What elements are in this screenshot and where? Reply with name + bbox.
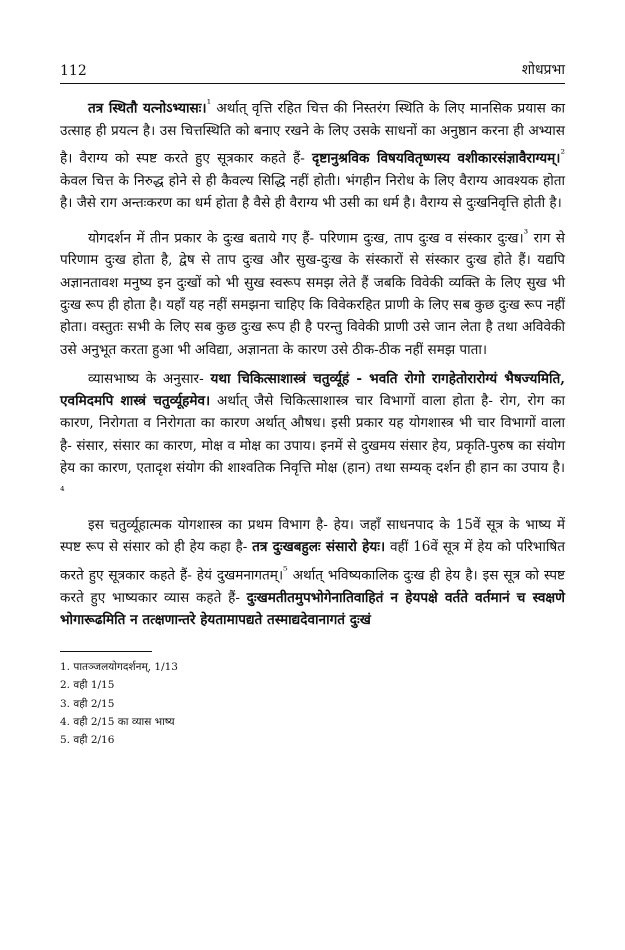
footnote-2: 2. वही 1/15: [60, 679, 115, 692]
paragraph-3: [60, 368, 565, 507]
text-run: वहीं 16वें सूत्र में हेय को परिभाषित करते हुए सूत्रकार कहते हैं- हेयं दुखमनागतम्।: [60, 539, 565, 584]
text-run: अर्थात् जैसे चिकित्साशास्त्र चार विभागों वाला होता है- रोग, रोग का कारण, निरोगता व निरोगता का कारण अर्थात् औषध। इसी प्रकार यह योगशास्त्र भी चार विभागों वाला है- संसार, संसार का कारण, मोक्ष व मोक्ष का उपाय। इनमें से दुखमय संसार हेय, प्रकृति-पुरुष का संयोग हेय का कारण, एतादृश संयोग की शाश्वतिक निवृत्ति मोक्ष (हान) तथा सम्यक् दर्शन ही हान का उपाय है।: [60, 393, 566, 477]
footnote-ref: ⁴: [60, 483, 65, 498]
paragraph-2: [60, 222, 565, 361]
paragraph-4: [60, 514, 565, 631]
bhashya-quote: तत्र दुःखबहुलः संसारो हेयः।: [252, 539, 386, 556]
footnote-ref: ²: [560, 146, 565, 161]
body-text: [60, 92, 565, 631]
footnotes: [60, 658, 565, 749]
running-title: शोधप्रभा: [521, 62, 565, 78]
footnote-5: 5. वही 2/16: [60, 734, 115, 746]
footnote-ref: ⁵: [283, 562, 288, 577]
page-header: [60, 60, 565, 84]
text-run: इस चतुर्व्यूहात्मक योगशास्त्र का प्रथम विभाग है- हेय। जहाँ साधनपाद के 15वें सूत्र के भाष्य में स्पष्ट रूप से संसार को ही हेय कहा है-: [60, 517, 565, 556]
footnote-divider: [60, 651, 152, 652]
footnote-3: 3. वही 2/15: [60, 697, 115, 710]
bhashya-quote: दुःखमतीतमुपभोगेनातिवाहितं न हेयपक्षे वर्तते वर्तमानं च स्वक्षणे भोगारूढमिति न तत्क्षणान्तरे हेयतामापद्यते तस्माद्यदेवानागतं दुःखं: [60, 589, 565, 628]
footnote-ref: ³: [523, 225, 529, 240]
bhashya-quote: यथा चिकित्साशास्त्रं चतुर्व्यूहं - भवति रोगो रागहेतोरारोग्यं भैषज्यमिति, एवमिदमपि शास्त्रं चतुर्व्यूहमेव।: [60, 370, 565, 410]
sutra-quote: दृष्टानुश्रविक विषयवितृष्णस्य वशीकारसंज्ञावैराग्यम्।: [312, 150, 561, 167]
text-run: अर्थात् भविष्यकालिक दुःख ही हेय है। इस सूत्र को स्पष्ट करते हुए भाष्यकार व्यास कहते हैं-: [60, 567, 565, 606]
text-run: व्यासभाष्य के अनुसार-: [88, 370, 211, 387]
text-run: केवल चित्त के निरुद्ध होने से ही कैवल्य सिद्धि नहीं होती। भंगहीन निरोध के लिए वैराग्य आवश्यक होता है। जैसे राग अन्तःकरण का धर्म होता है वैसे ही वैराग्य भी उसी का धर्म है। वैराग्य से दुःखनिवृत्ति होती है।: [60, 172, 565, 212]
footnote-4: 4. वही 2/15 का व्यास भाष्य: [60, 715, 175, 728]
sutra-quote: तत्र स्थितौ यत्नोऽभ्यासः।: [88, 100, 207, 117]
page: [60, 60, 565, 749]
text-run: अर्थात् वृत्ति रहित चित्त की निस्तरंग स्थिति के लिए मानसिक प्रयास का उत्साह ही प्रयत्न है। उस चित्तस्थिति को बनाए रखने के लिए उसके साधनों का अनुष्ठान करना ही अभ्यास है। वैराग्य को स्पष्ट करते हुए सूत्रकार कहते हैं-: [60, 100, 566, 167]
paragraph-1: [60, 92, 565, 215]
text-run: योगदर्शन में तीन प्रकार के दुःख बताये गए हैं- परिणाम दुःख, ताप दुःख व संस्कार दुःख।: [88, 230, 524, 247]
footnote-1: 1. पातञ्जलयोगदर्शनम्, 1/13: [60, 661, 178, 674]
footnote-ref: ¹: [206, 96, 212, 110]
page-number: 112: [60, 63, 87, 79]
text-run: राग से परिणाम दुःख होता है, द्वेष से ताप दुःख और सुख-दुःख के संस्कारों से संस्कार दुःख होते हैं। यद्यपि अज्ञानतावश मनुष्य इन दुःखों को भी सुख स्वरूप समझ लेते हैं जबकि विवेकी व्यक्ति के लिए सुख भी दुःख रूप ही होता है। यहाँ यह नहीं समझना चाहिए कि विवेकरहित प्राणी के लिए सब कुछ दुःख रूप नहीं होता। वस्तुतः सभी के लिए सब कुछ दुःख रूप ही है परन्तु विवेकी प्राणी उसे जान लेता है तथा अविवेकी उसे अनुभूत करता हुआ भी अविद्या, अज्ञानता के कारण उसे ठीक-ठीक नहीं समझ पाता।: [60, 230, 566, 358]
